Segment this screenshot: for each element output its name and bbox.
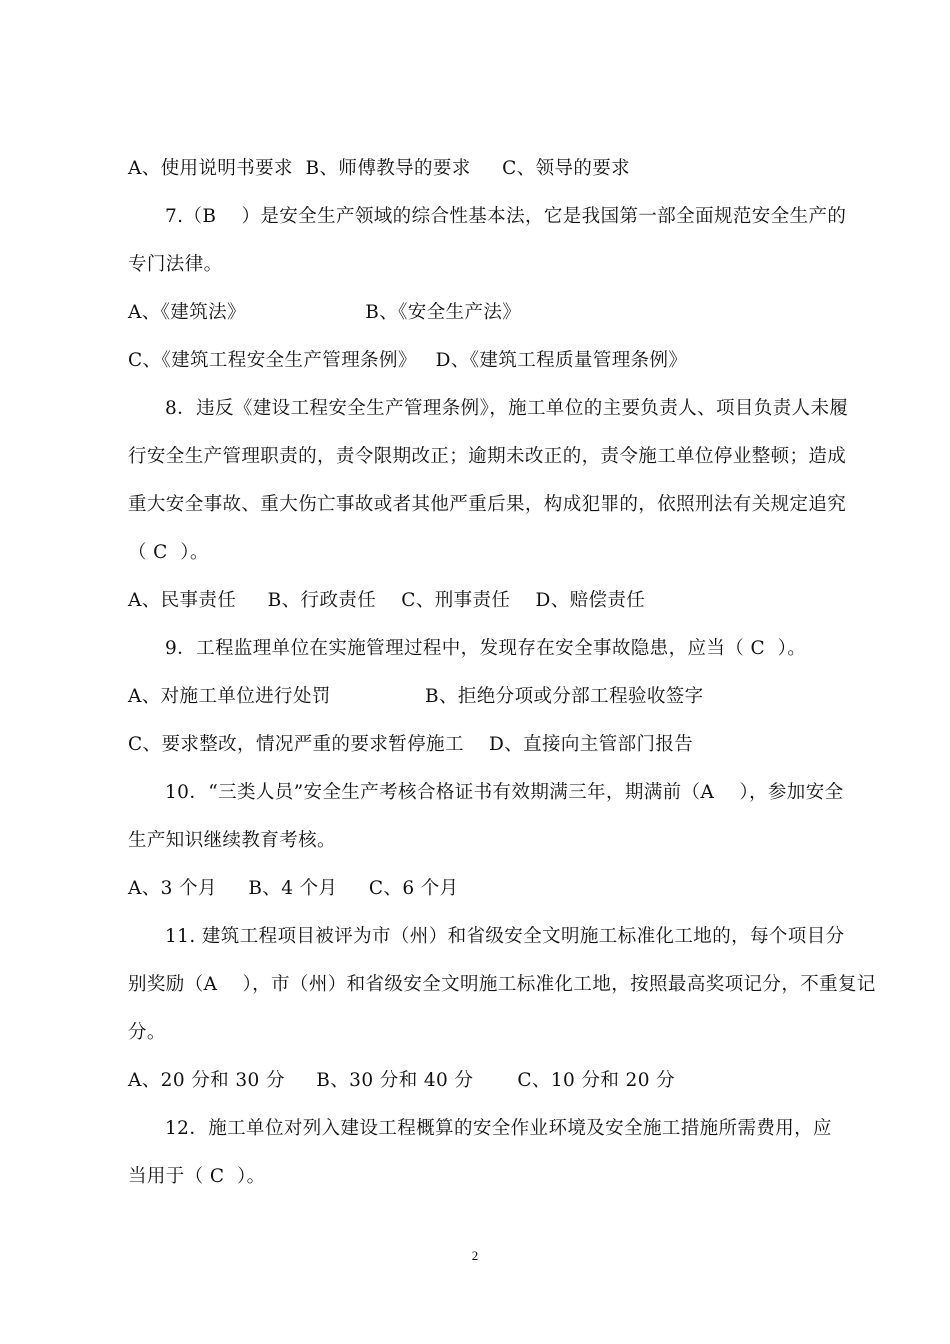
q9-options-ab: A、对施工单位进行处罚 B、拒绝分项或分部工程验收签字 [128, 686, 704, 707]
q10-text-line-1: 10．“三类人员”安全生产考核合格证书有效期满三年，期满前（A ），参加安全 [165, 782, 844, 803]
q9-options-cd: C、要求整改，情况严重的要求暂停施工 D、直接向主管部门报告 [128, 734, 694, 755]
q8-text-line-1: 8．违反《建设工程安全生产管理条例》，施工单位的主要负责人、项目负责人未履 [165, 398, 849, 419]
q8-options: A、民事责任 B、行政责任 C、刑事责任 D、赔偿责任 [128, 590, 646, 611]
q11-text-line-3: 分。 [128, 1022, 166, 1043]
q12-text-line-2: 当用于（ C ）。 [128, 1166, 266, 1187]
q12-text-line-1: 12．施工单位对列入建设工程概算的安全作业环境及安全施工措施所需费用，应 [165, 1118, 832, 1139]
q11-text-line-2: 别奖励（A ），市（州）和省级安全文明施工标准化工地，按照最高奖项记分，不重复记 [128, 974, 876, 995]
q10-options: A、3 个月 B、4 个月 C、6 个月 [128, 878, 459, 899]
q8-text-line-4: （ C ）。 [128, 542, 209, 563]
q8-text-line-2: 行安全生产管理职责的，责令限期改正；逾期未改正的，责令施工单位停业整顿；造成 [128, 446, 847, 467]
q6-options: A、使用说明书要求 B、师傅教导的要求 C、领导的要求 [128, 158, 631, 179]
q7-text-line-1: 7.（B ）是安全生产领域的综合性基本法，它是我国第一部全面规范安全生产的 [165, 206, 847, 227]
q7-options-ab: A、《建筑法》 B、《安全生产法》 [128, 302, 522, 323]
q11-options: A、20 分和 30 分 B、30 分和 40 分 C、10 分和 20 分 [128, 1070, 676, 1091]
q9-text: 9．工程监理单位在实施管理过程中，发现存在安全事故隐患，应当（ C ）。 [165, 638, 807, 659]
q11-text-line-1: 11. 建筑工程项目被评为市（州）和省级安全文明施工标准化工地的，每个项目分 [165, 926, 845, 947]
page-number: 2 [471, 1248, 479, 1263]
q10-text-line-2: 生产知识继续教育考核。 [128, 830, 336, 851]
q7-options-cd: C、《建筑工程安全生产管理条例》 D、《建筑工程质量管理条例》 [128, 350, 688, 371]
q7-text-line-2: 专门法律。 [128, 254, 223, 275]
q8-text-line-3: 重大安全事故、重大伤亡事故或者其他严重后果，构成犯罪的，依照刑法有关规定追究 [128, 494, 847, 515]
